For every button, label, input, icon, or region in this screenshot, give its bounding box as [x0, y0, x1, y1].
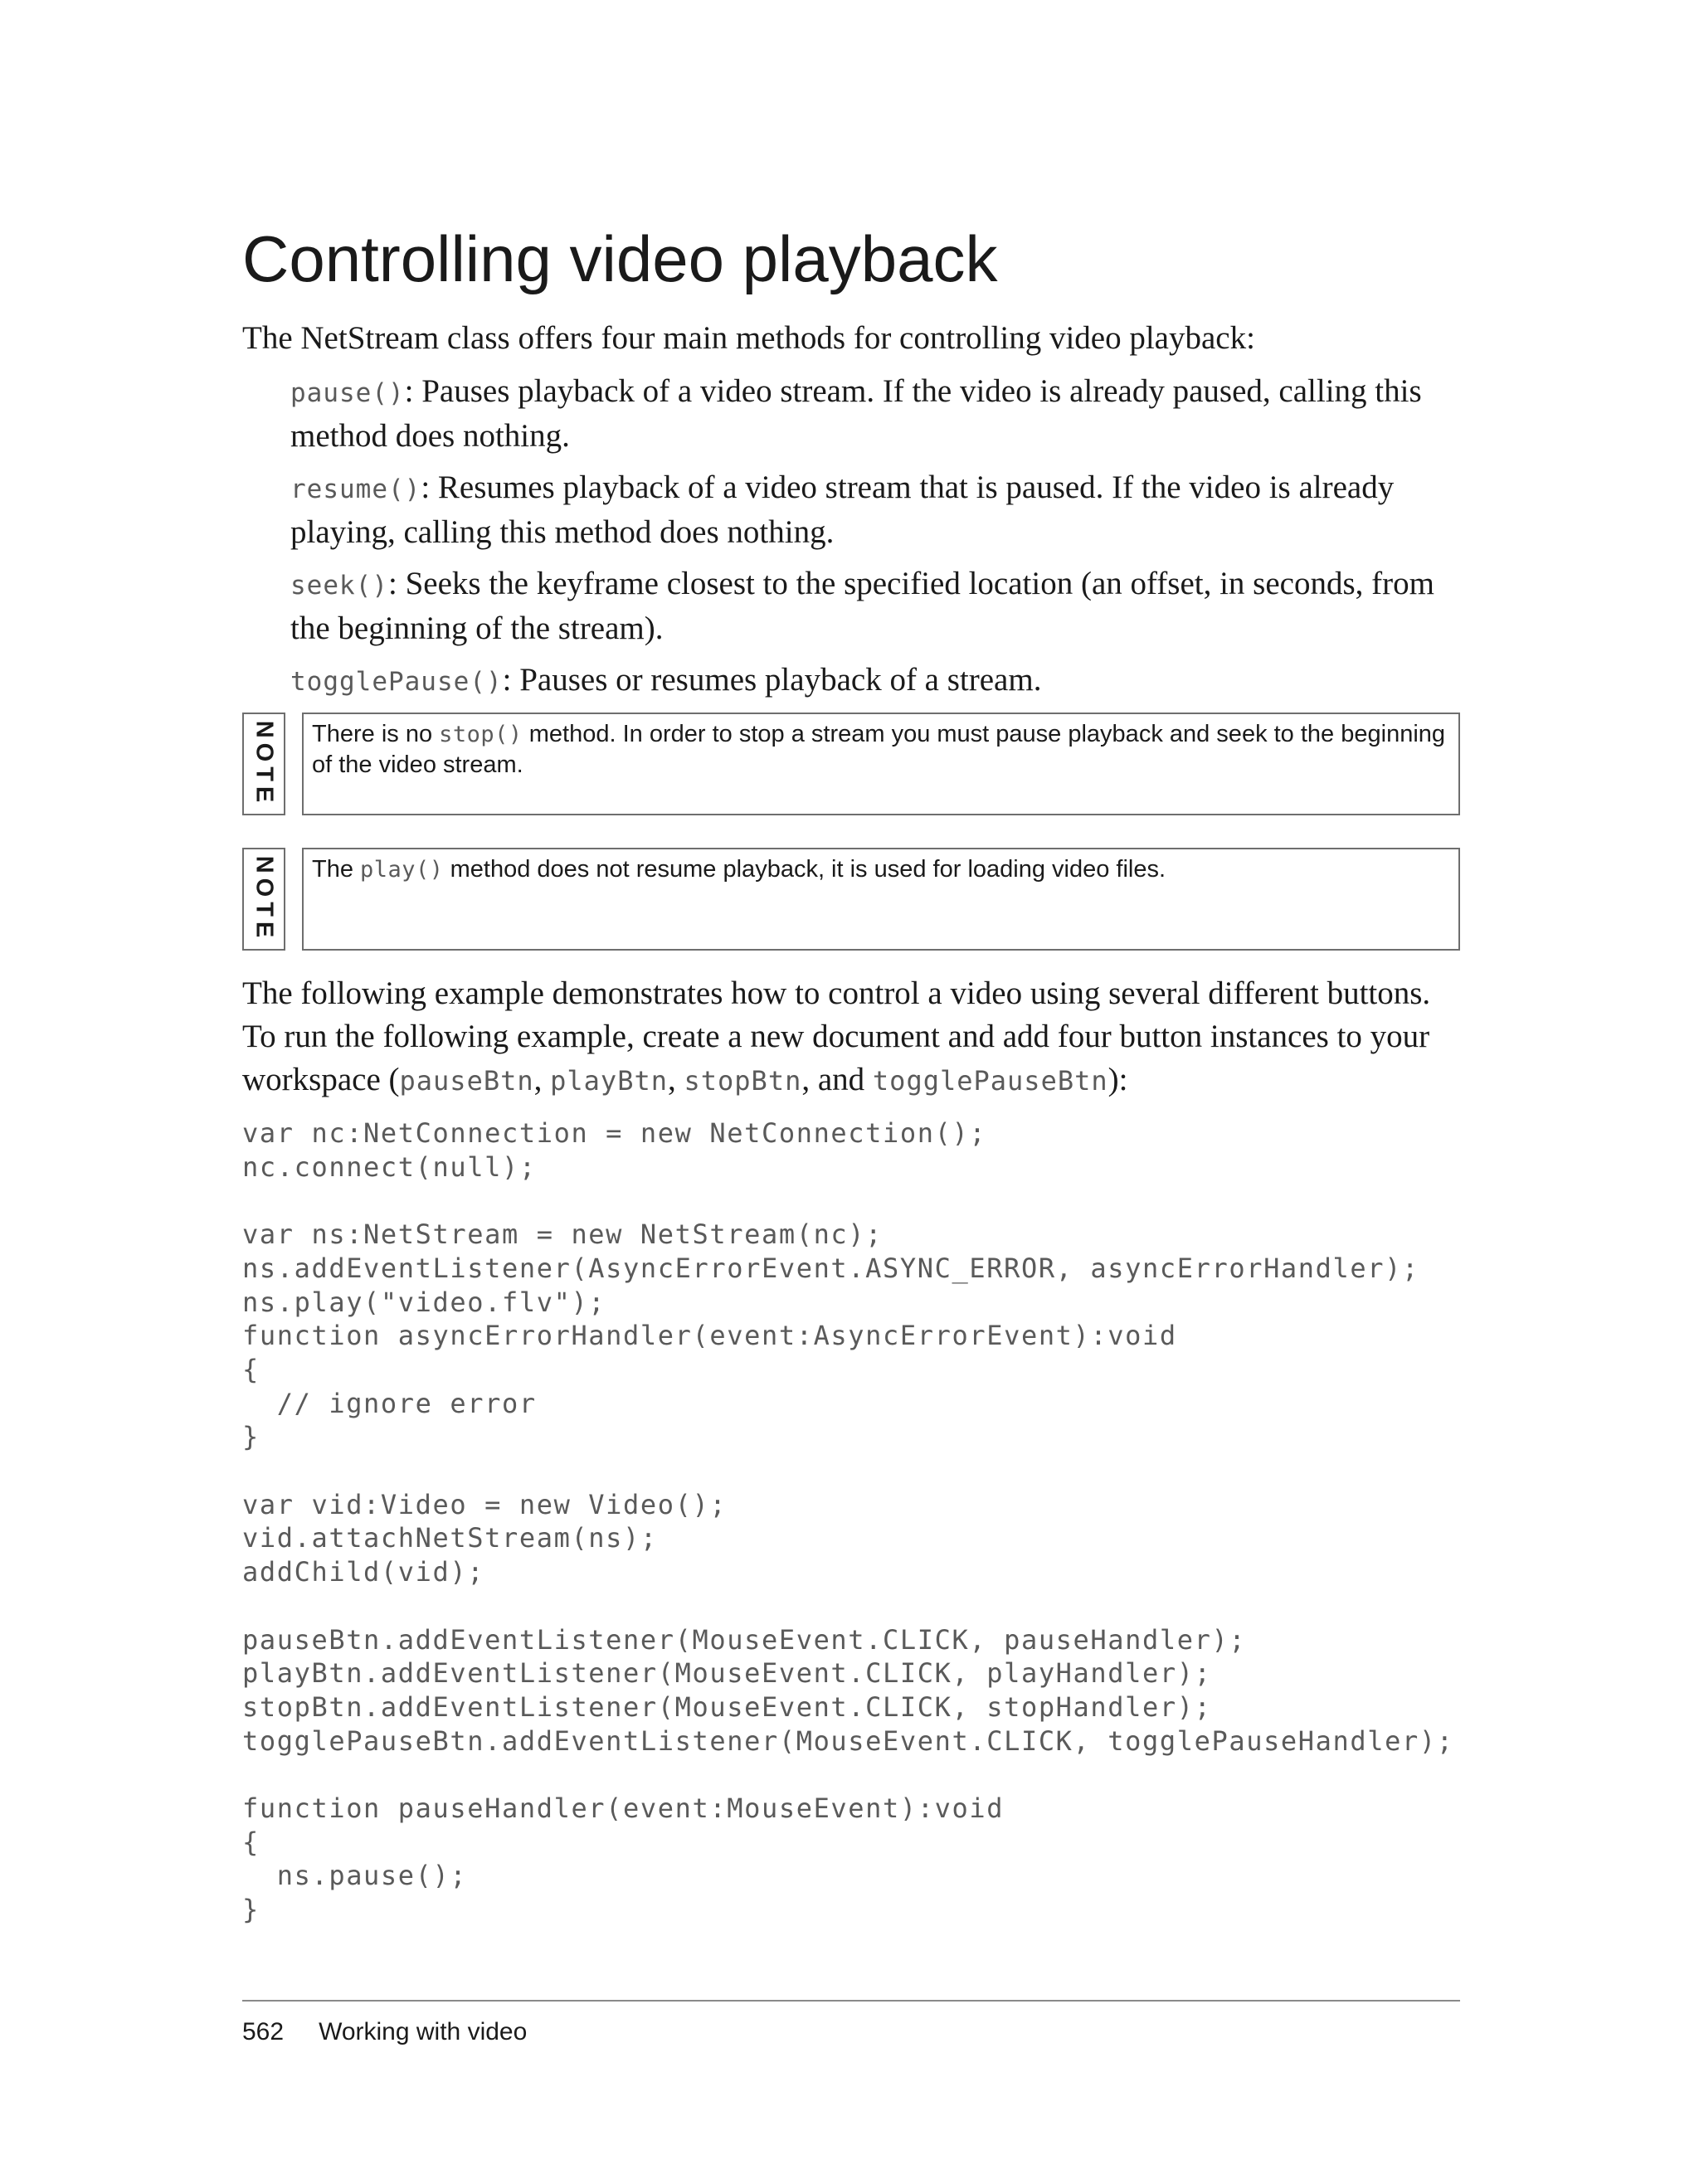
- method-description: : Seeks the keyframe closest to the specified location (an offset, in seconds, from the beginning of the stream).: [290, 566, 1434, 646]
- code-line: function asyncErrorHandler(event:AsyncErrorEvent):void: [242, 1320, 1177, 1352]
- note-callout: [242, 713, 1460, 815]
- code-line: // ignore error: [242, 1387, 537, 1419]
- code-line: addChild(vid);: [242, 1556, 485, 1588]
- note-tab: [242, 713, 285, 815]
- code-line: ns.addEventListener(AsyncErrorEvent.ASYNC_ERROR, asyncErrorHandler);: [242, 1252, 1419, 1284]
- note-text-part: There is no: [312, 721, 440, 747]
- separator: ):: [1108, 1062, 1128, 1097]
- method-description: : Pauses or resumes playback of a stream.: [502, 662, 1042, 698]
- note-text-part: The: [312, 856, 361, 883]
- note-code: stop(): [439, 722, 523, 747]
- note-text: [302, 848, 1460, 951]
- code-line: togglePauseBtn.addEventListener(MouseEvent.CLICK, togglePauseHandler);: [242, 1724, 1454, 1757]
- note-label: NOTE: [251, 855, 278, 943]
- code-line: [242, 1184, 1454, 1218]
- note-tab: [242, 848, 285, 951]
- code-line: {: [242, 1826, 260, 1858]
- code-line: playBtn.addEventListener(MouseEvent.CLICK, playHandler);: [242, 1657, 1212, 1690]
- code-block: [242, 1116, 1454, 1927]
- method-item: [290, 370, 1468, 458]
- code-line: var vid:Video = new Video();: [242, 1488, 728, 1520]
- note-text-part: method does not resume playback, it is used for loading video files.: [443, 856, 1166, 883]
- code-line: pauseBtn.addEventListener(MouseEvent.CLICK, pauseHandler);: [242, 1623, 1247, 1656]
- button-name: pauseBtn: [399, 1065, 534, 1097]
- separator: ,: [533, 1062, 551, 1097]
- button-name: stopBtn: [684, 1065, 802, 1097]
- code-line: [242, 1758, 1454, 1792]
- code-line: }: [242, 1894, 260, 1926]
- code-line: var nc:NetConnection = new NetConnection();: [242, 1117, 987, 1149]
- code-line: [242, 1589, 1454, 1623]
- button-name: playBtn: [550, 1065, 668, 1097]
- button-name: togglePauseBtn: [872, 1065, 1108, 1097]
- note-code: play(): [360, 857, 444, 883]
- note-text-part: method. In order to stop a stream you must pause playback and seek to the beginning of the video stream.: [312, 721, 1446, 778]
- code-line: function pauseHandler(event:MouseEvent):void: [242, 1792, 1005, 1825]
- method-name: resume(): [290, 474, 421, 504]
- method-description: : Resumes playback of a video stream that is paused. If the video is already playing, calling this method does nothing.: [290, 469, 1395, 550]
- code-line: vid.attachNetStream(ns);: [242, 1522, 658, 1554]
- method-name: togglePause(): [290, 667, 503, 697]
- method-name: pause(): [290, 378, 405, 408]
- code-line: nc.connect(null);: [242, 1150, 537, 1183]
- code-line: {: [242, 1353, 260, 1385]
- footer-divider: [242, 2000, 1460, 2002]
- method-item: [290, 659, 1468, 703]
- code-line: [242, 1454, 1454, 1488]
- method-item: [290, 466, 1468, 554]
- code-line: ns.pause();: [242, 1860, 468, 1892]
- page-title: Controlling video playback: [242, 222, 998, 295]
- code-line: stopBtn.addEventListener(MouseEvent.CLICK, stopHandler);: [242, 1690, 1212, 1723]
- example-text: The following example demonstrates how to control a video using several different buttons. To run the following example, create a new document and add four button instances to your workspace (: [242, 975, 1431, 1097]
- separator: ,: [667, 1062, 684, 1097]
- example-paragraph: [242, 972, 1470, 1102]
- separator: , and: [801, 1062, 873, 1097]
- code-line: }: [242, 1421, 260, 1453]
- page-footer: [242, 2016, 527, 2049]
- note-label: NOTE: [251, 720, 278, 808]
- chapter-title: Working with video: [319, 2018, 528, 2045]
- code-line: var ns:NetStream = new NetStream(nc);: [242, 1218, 884, 1251]
- method-name: seek(): [290, 571, 388, 601]
- method-item: [290, 562, 1468, 650]
- page-number: 562: [242, 2018, 285, 2045]
- note-text: [302, 713, 1460, 815]
- method-list: [290, 370, 1468, 712]
- code-line: ns.play("video.flv");: [242, 1286, 606, 1318]
- method-description: : Pauses playback of a video stream. If the video is already paused, calling this method does nothing.: [290, 373, 1422, 454]
- note-callout: [242, 848, 1460, 951]
- intro-paragraph: The NetStream class offers four main methods for controlling video playback:: [242, 320, 1255, 356]
